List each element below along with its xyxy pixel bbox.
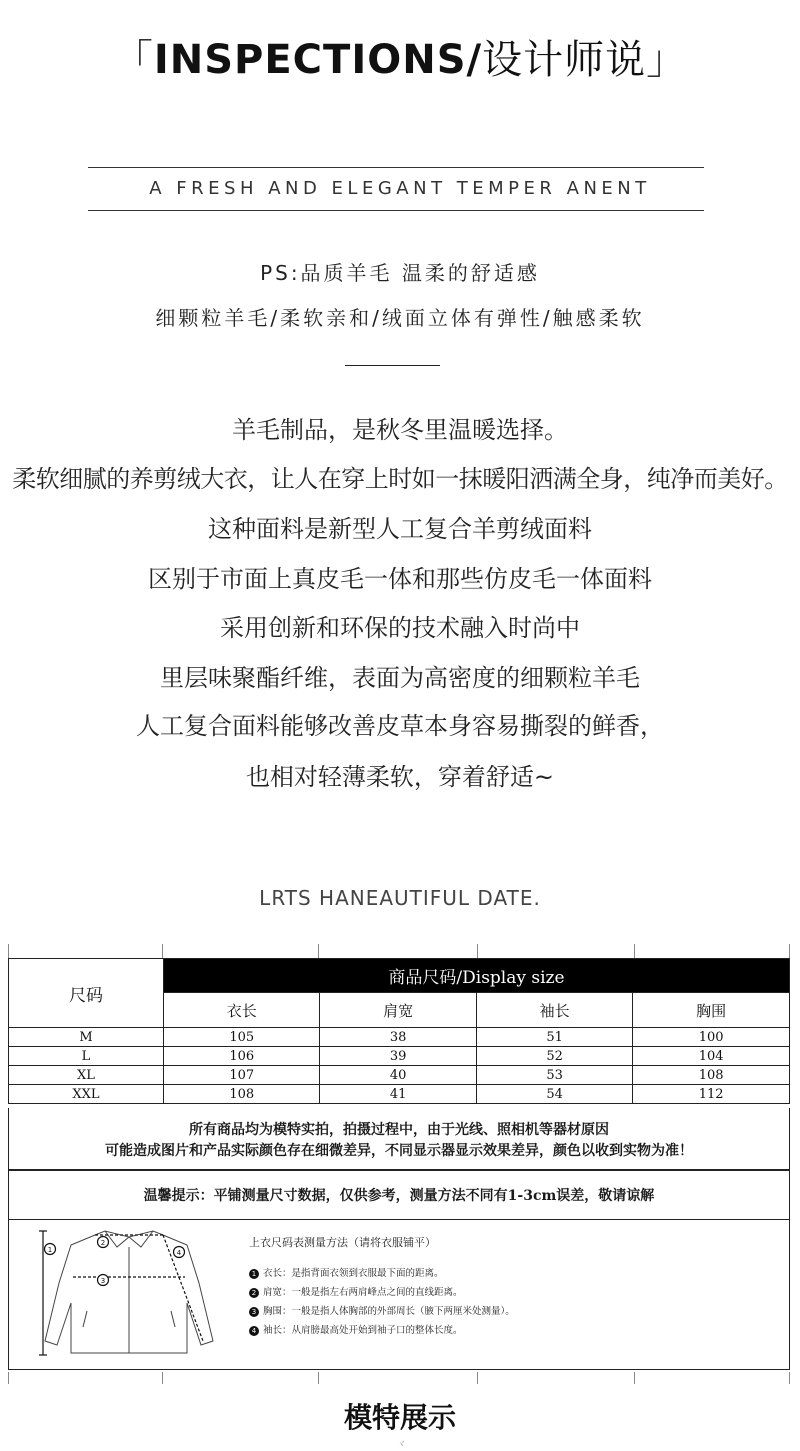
- measure-item: [249, 1284, 463, 1298]
- jacket-diagram: [37, 1223, 227, 1363]
- date-line: LRTS HANEAUTIFUL DATE.: [259, 886, 541, 910]
- model-showcase-title: 模特展示: [343, 1401, 456, 1434]
- features-line: 细颗粒羊毛/柔软亲和/绒面立体有弹性/触感柔软: [155, 306, 645, 330]
- size-cell: XL: [9, 1066, 164, 1085]
- frame-tick: [477, 1372, 478, 1384]
- measure-item: [249, 1265, 444, 1279]
- value-cell: 39: [320, 1047, 476, 1066]
- item-text: 胸围：一般是指人体胸部的外部周长（腋下两厘米处测量）。: [263, 1306, 515, 1317]
- size-table-wrap: [8, 958, 790, 1104]
- column-header: 胸围: [633, 993, 790, 1028]
- item-text: 袖长：从肩膀最高处开始到袖子口的整体长度。: [263, 1325, 463, 1336]
- tagline-bottom-rule: [88, 210, 704, 211]
- intro-divider: [345, 365, 440, 366]
- measure-item: [249, 1322, 463, 1336]
- value-cell: 105: [164, 1028, 320, 1047]
- description-line: 柔软细腻的养剪绒大衣，让人在穿上时如一抹暖阳洒满全身，纯净而美好。: [12, 465, 788, 493]
- value-cell: 54: [476, 1085, 632, 1104]
- frame-tick: [162, 1372, 163, 1384]
- tagline-top-rule: [88, 167, 704, 168]
- table-row: [9, 1066, 790, 1085]
- frame-tick: [789, 1372, 790, 1384]
- size-row-header: 尺码: [9, 959, 164, 1028]
- size-table: [8, 958, 790, 1104]
- value-cell: 108: [164, 1085, 320, 1104]
- table-row: [9, 1085, 790, 1104]
- frame-tick: [162, 944, 163, 958]
- notice-line: 所有商品均为模特实拍，拍摄过程中，由于光线、照相机等器材原因: [189, 1122, 609, 1138]
- frame-tick: [318, 1372, 319, 1384]
- item-number: 1: [249, 1269, 259, 1279]
- value-cell: 108: [633, 1066, 790, 1085]
- frame-tick: [8, 1372, 9, 1384]
- table-row: [9, 1028, 790, 1047]
- svg-text:2: 2: [100, 1239, 106, 1247]
- photo-notice: [8, 1108, 790, 1170]
- title-bracket-open: 「: [112, 37, 154, 83]
- value-cell: 104: [633, 1047, 790, 1066]
- description-line: 人工复合面料能够改善皮草本身容易撕裂的鲜香，: [136, 712, 664, 740]
- svg-text:4: 4: [176, 1249, 182, 1257]
- value-cell: 112: [633, 1085, 790, 1104]
- value-cell: 53: [476, 1066, 632, 1085]
- table-row: [9, 1047, 790, 1066]
- value-cell: 107: [164, 1066, 320, 1085]
- svg-text:3: 3: [100, 1277, 106, 1285]
- marker-2: [98, 1237, 109, 1248]
- measure-item: [249, 1303, 515, 1317]
- size-cell: XXL: [9, 1085, 164, 1104]
- description-line: 里层味聚酯纤维，表面为高密度的细颗粒羊毛: [160, 664, 640, 692]
- measurement-guide: [8, 1220, 790, 1370]
- notice-line: 可能造成图片和产品实际颜色存在细微差异，不同显示器显示效果差异，颜色以收到实物为准！: [105, 1143, 693, 1159]
- size-group-header: 商品尺码/Display size: [164, 959, 790, 993]
- title-chinese: 设计师说: [482, 37, 647, 83]
- ps-line: PS:品质羊毛 温柔的舒适感: [260, 261, 540, 285]
- frame-tick: [789, 944, 790, 958]
- item-text: 肩宽：一般是指左右两肩峰点之间的直线距离。: [263, 1287, 463, 1298]
- item-text: 衣长：是指背面衣领到衣服最下面的距离。: [263, 1268, 444, 1279]
- svg-text:1: 1: [47, 1246, 53, 1254]
- title-english: INSPECTIONS/: [153, 37, 483, 83]
- value-cell: 52: [476, 1047, 632, 1066]
- description-line: 采用创新和环保的技术融入时尚中: [220, 614, 580, 642]
- value-cell: 40: [320, 1066, 476, 1085]
- description-line: 也相对轻薄柔软，穿着舒适~: [245, 763, 555, 791]
- marker-3: [98, 1275, 109, 1286]
- page-title: [0, 28, 800, 85]
- item-number: 3: [249, 1307, 259, 1317]
- value-cell: 41: [320, 1085, 476, 1104]
- frame-tick: [634, 944, 635, 958]
- size-cell: M: [9, 1028, 164, 1047]
- frame-tick: [318, 944, 319, 958]
- frame-tick: [477, 944, 478, 958]
- item-number: 2: [249, 1288, 259, 1298]
- column-header: 袖长: [476, 993, 632, 1028]
- value-cell: 106: [164, 1047, 320, 1066]
- column-header: 肩宽: [320, 993, 476, 1028]
- column-header: 衣长: [164, 993, 320, 1028]
- item-number: 4: [249, 1326, 259, 1336]
- value-cell: 38: [320, 1028, 476, 1047]
- measure-title: 上衣尺码表测量方法（请将衣服铺平）: [249, 1236, 436, 1249]
- marker-4: [174, 1247, 185, 1258]
- title-bracket-close: 」: [646, 37, 688, 83]
- value-cell: 51: [476, 1028, 632, 1047]
- frame-tick: [8, 944, 9, 958]
- value-cell: 100: [633, 1028, 790, 1047]
- description-line: 这种面料是新型人工复合羊剪绒面料: [208, 515, 592, 543]
- marker-1: [45, 1244, 56, 1255]
- measurement-tip: 温馨提示：平铺测量尺寸数据，仅供参考，测量方法不同有1-3cm误差，敬请谅解: [8, 1170, 790, 1220]
- footer-mark: ヾ: [396, 1440, 406, 1451]
- frame-tick: [634, 1372, 635, 1384]
- description-line: 羊毛制品，是秋冬里温暖选择。: [232, 416, 568, 444]
- size-cell: L: [9, 1047, 164, 1066]
- tagline: A FRESH AND ELEGANT TEMPER ANENT: [149, 178, 651, 199]
- description-line: 区别于市面上真皮毛一体和那些仿皮毛一体面料: [148, 565, 652, 593]
